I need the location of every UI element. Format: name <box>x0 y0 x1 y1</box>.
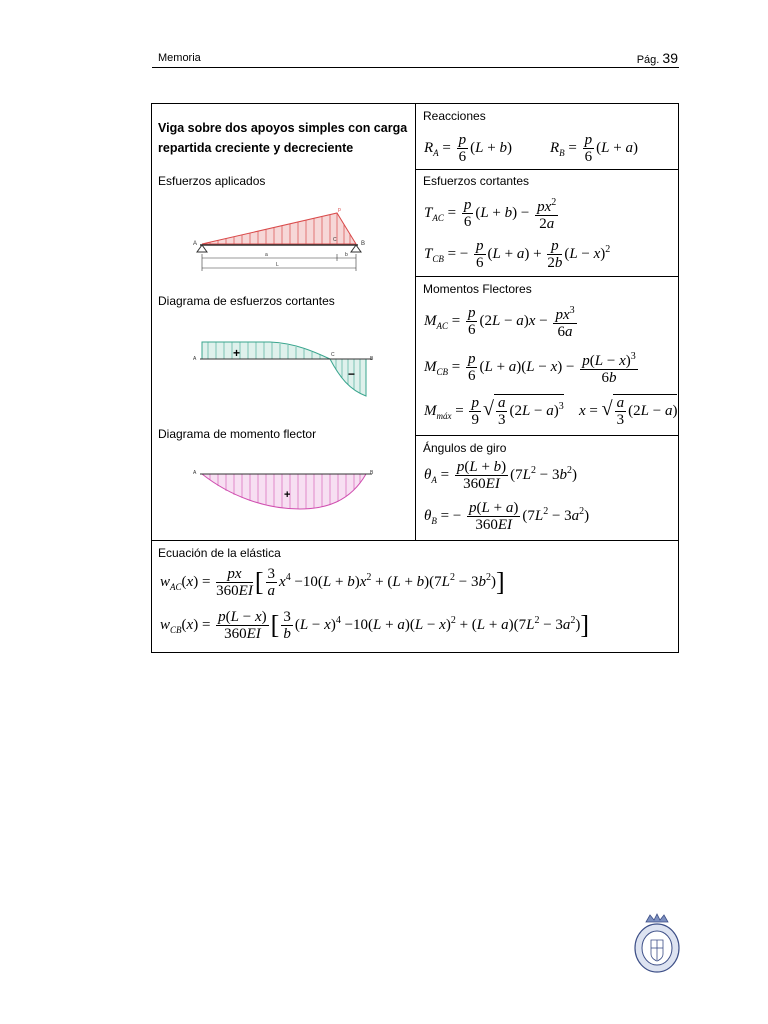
row-divider <box>416 435 679 436</box>
moment-point-a: A <box>193 470 197 476</box>
page-prefix: Pág. <box>636 54 660 66</box>
applied-loads-diagram <box>190 200 390 280</box>
elastic-wac-formula: $w_{AC}(x)$ = $\frac{px}{360EI}$ [ $\frac{3}{a}$ $x^4 -10(L + b)x^2 + (L + b)(7L^2 - 3b^2)$] <box>160 566 505 599</box>
shear-tcb-formula: $T_{CB}$ = − $\frac{p}{6}$ (L + a) + $\frac{p}{2b}$ $(L - x)^2$ <box>424 238 611 271</box>
angle-theta-b-formula: $\theta_B$ = − $\frac{p(L + a)}{360EI}$ $(7L^2 - 3a^2)$ <box>424 500 590 533</box>
moment-positive-sign: + <box>284 489 291 501</box>
page-header-left: Memoria <box>158 52 201 64</box>
row-divider <box>416 169 679 170</box>
reaction-rb-formula: $R_B$ = $\frac{p}{6}$ (L + a) <box>550 132 638 165</box>
shear-negative-sign: − <box>348 367 356 381</box>
dim-a: a <box>265 252 268 258</box>
elastic-curve-label: Ecuación de la elástica <box>158 546 281 560</box>
page-number-value: 39 <box>662 50 678 66</box>
moment-mcb-formula: $M_{CB}$ = $\frac{p}{6}$ (L + a)(L − x) − $\frac{p(L - x)^3}{6b}$ <box>424 351 636 386</box>
bending-moments-label: Momentos Flectores <box>423 282 532 296</box>
beam-point-a: A <box>193 241 198 247</box>
dim-b: b <box>345 252 348 258</box>
page-number <box>637 50 678 66</box>
beam-point-b: B <box>361 241 366 247</box>
beam-load-p: p <box>338 207 341 213</box>
angle-theta-a-formula: $\theta_A$ = $\frac{p(L + b)}{360EI}$ $(7L^2 - 3b^2)$ <box>424 459 577 492</box>
moment-mac-formula: $M_{AC}$ = $\frac{p}{6}$ (2L − a)x − $\frac{px^3}{6a}$ <box>424 305 575 340</box>
beam-point-c: C <box>333 237 337 243</box>
row-divider <box>152 540 679 541</box>
moment-diagram <box>190 462 390 522</box>
elastic-wcb-formula: $w_{CB}(x)$ = $\frac{p(L - x)}{360EI}$ [ $\frac{3}{b}$ $(L - x)^4 -10(L + a)(L - x)^2 + (L + a)(7L^2 - 3a^2)$] <box>160 609 590 642</box>
shear-diagram <box>190 328 390 408</box>
row-divider <box>416 276 679 277</box>
table-title: Viga sobre dos apoyos simples con carga repartida creciente y decreciente <box>158 121 408 155</box>
rotation-angles-label: Ángulos de giro <box>423 441 507 455</box>
header-rule <box>152 67 679 68</box>
formula-table <box>151 103 679 653</box>
shear-forces-label: Esfuerzos cortantes <box>423 174 530 188</box>
shear-diagram-label: Diagrama de esfuerzos cortantes <box>158 294 335 308</box>
shear-point-b: B <box>370 356 374 362</box>
reactions-label: Reacciones <box>423 109 486 123</box>
shear-point-c: C <box>331 352 335 358</box>
dim-l: L <box>276 262 279 268</box>
reaction-ra-formula: $R_A$ = $\frac{p}{6}$ (L + b) <box>424 132 512 165</box>
loads-label: Esfuerzos aplicados <box>158 174 266 188</box>
shear-point-a: A <box>193 356 197 362</box>
moment-point-b: B <box>370 470 374 476</box>
max-moment-position-formula: x = √ $\frac{a}{3}$ (2L − a) <box>579 395 678 428</box>
moment-diagram-label: Diagrama de momento flector <box>158 427 317 441</box>
shear-tac-formula: $T_{AC}$ = $\frac{p}{6}$ (L + b) − $\frac{px^2}{2a}$ <box>424 197 557 232</box>
shear-positive-sign: + <box>233 346 241 360</box>
university-seal-icon <box>632 912 682 974</box>
moment-max-formula: $M_{máx}$ = $\frac{p}{9}$ √ $\frac{a}{3}$ $(2L - a)^3$ <box>424 395 564 428</box>
